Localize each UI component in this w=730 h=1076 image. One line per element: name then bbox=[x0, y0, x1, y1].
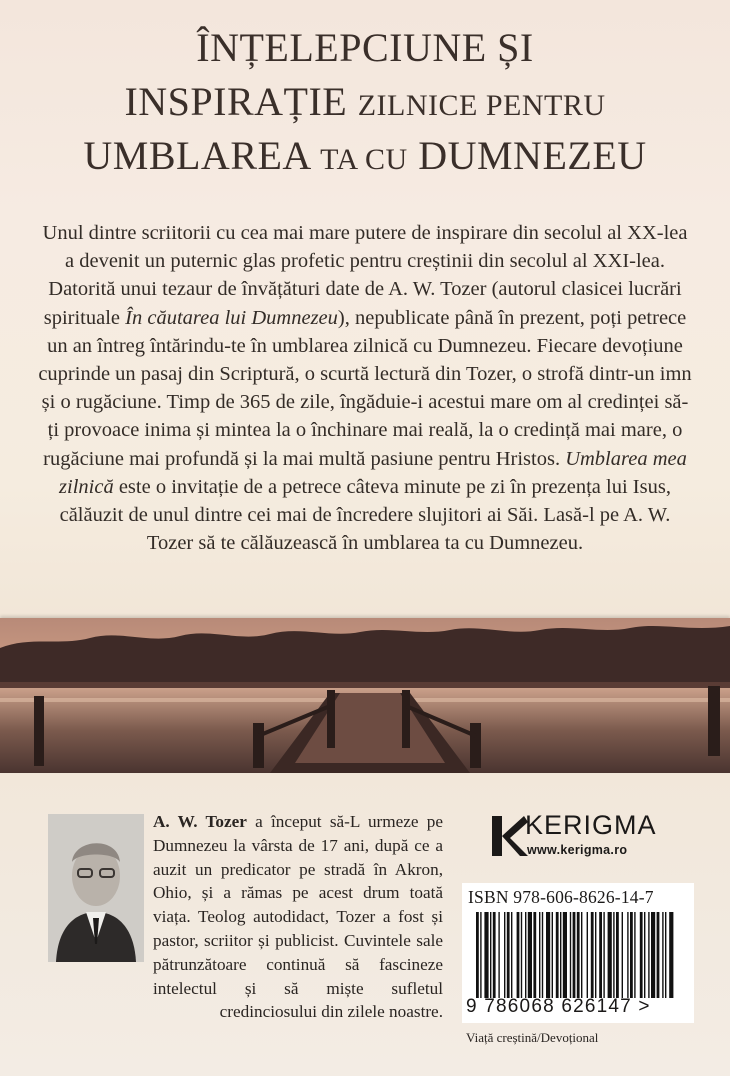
barcode-bar bbox=[613, 912, 614, 998]
title-words-zilnice-pentru: ZILNICE PENTRU bbox=[357, 89, 606, 122]
title-word-dumnezeu: DUMNEZEU bbox=[418, 133, 647, 178]
book-category: Viață creștină/Devoțional bbox=[466, 1030, 599, 1045]
barcode-bar bbox=[665, 912, 666, 998]
barcode-bar bbox=[634, 912, 635, 998]
barcode-bar bbox=[570, 912, 571, 998]
title-line-1: ÎNȚELEPCIUNE ȘI bbox=[196, 25, 534, 70]
author-name: A. W. Tozer bbox=[153, 812, 247, 831]
barcode-bar bbox=[511, 912, 512, 998]
description-part-3: este o invitație de a petrece câteva minute pe zi în prezența lui Isus, călăuzit de unul dintre cei mai de încredere slujitori ai Săi. Lasă-l pe A. W. Tozer să te călăuzească în umblarea ta cu Dumnezeu. bbox=[59, 475, 671, 555]
barcode-bar bbox=[476, 912, 479, 998]
barcode-bar bbox=[504, 912, 505, 998]
barcode-bar bbox=[480, 912, 481, 998]
barcode-bar bbox=[498, 912, 499, 998]
cover-title bbox=[0, 25, 730, 178]
barcode-bar bbox=[542, 912, 543, 998]
barcode-bar bbox=[546, 912, 550, 998]
barcode-bars bbox=[474, 912, 674, 998]
barcode-bar bbox=[599, 912, 602, 998]
barcode-bar bbox=[521, 912, 522, 998]
barcode-bar bbox=[493, 912, 496, 998]
title-word-inspiratie: INSPIRAȚIE bbox=[124, 79, 348, 124]
title-line-3 bbox=[0, 133, 730, 178]
barcode-bar bbox=[560, 912, 561, 998]
barcode-bar bbox=[627, 912, 628, 998]
isbn-label: ISBN 978-606-8626-14-7 bbox=[468, 887, 654, 907]
barcode-bar bbox=[539, 912, 540, 998]
barcode-bar bbox=[517, 912, 520, 998]
barcode-bar bbox=[581, 912, 582, 998]
barcode-bar bbox=[528, 912, 532, 998]
barcode-bar bbox=[595, 912, 596, 998]
description-text bbox=[36, 219, 694, 557]
barcode-bar bbox=[662, 912, 663, 998]
barcode-bar bbox=[657, 912, 660, 998]
author-bio-text: a început să-L urmeze pe Dumnezeu la vârsta de 17 ani, după ce a auzit un predicator pe stradă în Akron, Ohio, și a rămas pe acest drum toată viața. Teolog autodidact, Tozer a fost și pastor, scriitor și publicist. Cuvintele sale pătrunzătoare continuă să fascineze intelectul și să miște sufletul credinciosului din zilele noastre. bbox=[153, 812, 444, 1022]
title-words-ta-cu: TA CU bbox=[320, 143, 408, 176]
barcode-bar bbox=[648, 912, 649, 998]
title-word-umblarea: UMBLAREA bbox=[83, 133, 310, 178]
barcode-bar bbox=[490, 912, 491, 998]
barcode-bar bbox=[608, 912, 612, 998]
kerigma-k-logo-icon bbox=[492, 812, 528, 860]
barcode-bar bbox=[573, 912, 576, 998]
barcode-bar bbox=[533, 912, 536, 998]
book-title-in-cautarea: În căutarea lui Dumnezeu bbox=[125, 306, 338, 329]
barcode-digits: 9 786068 626147 > bbox=[466, 996, 651, 1017]
barcode-bar bbox=[577, 912, 580, 998]
barcode-bar bbox=[484, 912, 488, 998]
book-title-umblarea-mea: Umblarea mea zilnică bbox=[59, 447, 687, 498]
barcode-bar bbox=[651, 912, 655, 998]
barcode-bar bbox=[507, 912, 510, 998]
description-part-1: Unul dintre scriitorii cu cea mai mare putere de inspirare din secolul al XX-lea a devenit un puternic glas profetic pentru creștinii din secolul al XXI-lea. Datorită unui tezaur de învățături date de A. W. Tozer (autorul clasicei lucrări spirituale bbox=[42, 222, 688, 329]
publisher-name: KERIGMA bbox=[525, 810, 657, 840]
barcode-bar bbox=[640, 912, 643, 998]
barcode-bar bbox=[563, 912, 567, 998]
barcode-bar bbox=[630, 912, 633, 998]
title-line-2 bbox=[0, 79, 730, 124]
barcode-bar bbox=[587, 912, 588, 998]
barcode-bar bbox=[525, 912, 526, 998]
barcode-bar bbox=[669, 912, 673, 998]
author-portrait bbox=[48, 814, 144, 962]
barcode-bar bbox=[622, 912, 623, 998]
barcode-bar bbox=[616, 912, 619, 998]
barcode-bar bbox=[644, 912, 645, 998]
publisher-url: www.kerigma.ro bbox=[527, 843, 628, 857]
barcode-bar bbox=[591, 912, 594, 998]
barcode-bar bbox=[552, 912, 553, 998]
barcode-bar bbox=[603, 912, 604, 998]
description-part-2: ), nepublicate până în prezent, poți petrece un an întreg întărindu-te în umblarea zilnică cu Dumnezeu. Fiecare devoțiune cuprinde un pasaj din Scriptură, o scurtă lectură din Tozer, o strofă dintr-un imn și o rugăciune. Timp de 365 de zile, îngăduie-i acestui mare om al credinței să-ți provoace inima și mintea la o închinare mai reală, la o credință mai mare, o rugăciune mai profundă și la mai multă pasiune pentru Hristos. bbox=[38, 306, 692, 470]
lake-dock-photo bbox=[0, 618, 730, 773]
barcode-bar bbox=[556, 912, 559, 998]
author-bio bbox=[153, 810, 443, 1024]
